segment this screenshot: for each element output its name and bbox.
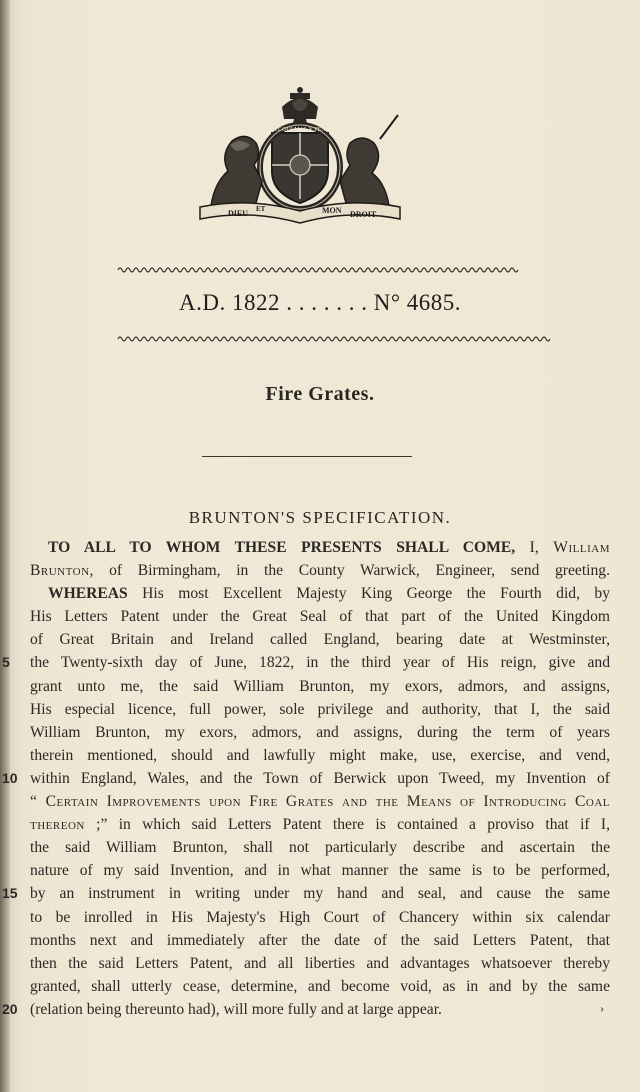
text-line bbox=[2, 767, 610, 790]
text-span: , of Birmingham, in the County Warwick, Engineer, send greeting. bbox=[89, 562, 610, 580]
text-span: ;” in which said Letters Patent there is contained a proviso that if I, bbox=[84, 816, 610, 834]
text-line: His Letters Patent under the Great Seal of that part of the United Kingdom bbox=[30, 608, 610, 626]
wavy-rule-top bbox=[0, 265, 640, 275]
text-line bbox=[2, 998, 610, 1021]
text-line bbox=[30, 536, 610, 559]
text-line: nature of my said Invention, and in what manner the same is to be performed, bbox=[30, 862, 610, 880]
name-smallcaps: William bbox=[553, 539, 610, 556]
line-number: 15 bbox=[2, 885, 18, 902]
text-span: His most Excellent Majesty King George the Fourth did, by bbox=[127, 585, 610, 603]
text-line bbox=[2, 651, 610, 674]
patent-header bbox=[0, 290, 640, 316]
text-line: to be inrolled in His Majesty's High Court of Chancery within six calendar bbox=[30, 908, 610, 926]
royal-coat-of-arms bbox=[190, 85, 410, 225]
patent-subject: Fire Grates. bbox=[265, 383, 375, 405]
text-span: the Twenty-sixth day of June, 1822, in the third year of His reign, give and bbox=[30, 654, 610, 672]
motto-mon: MON bbox=[322, 206, 342, 215]
line-number: 5 bbox=[2, 654, 10, 671]
specification-body bbox=[2, 536, 610, 1021]
text-line bbox=[2, 882, 610, 905]
motto-dieu: DIEU bbox=[228, 209, 249, 218]
text-line: therein mentioned, should and lawfully might make, use, exercise, and vend, bbox=[30, 746, 610, 764]
text-line: months next and immediately after the date of the said Letters Patent, that bbox=[30, 931, 610, 949]
text-line: “ Certain Improvements upon Fire Grates and the Means of Introducing Coal bbox=[30, 793, 610, 811]
text-line: of Great Britain and Ireland called England, bearing date at Westminster, bbox=[30, 631, 610, 649]
text-line: William Brunton, my exors, admors, and assigns, during the term of years bbox=[30, 723, 610, 741]
line-number: 10 bbox=[2, 769, 18, 786]
binding-edge bbox=[0, 0, 10, 1092]
address-heading: TO ALL TO WHOM THESE PRESENTS SHALL COME, bbox=[48, 539, 516, 556]
wavy-rule-bottom bbox=[0, 334, 640, 344]
whereas-heading: WHEREAS bbox=[48, 585, 128, 603]
divider-rule bbox=[202, 456, 412, 457]
catch-mark: › bbox=[600, 1001, 604, 1015]
title-smallcaps: thereon bbox=[30, 816, 85, 834]
text-line: grant unto me, the said William Brunton, my exors, admors, and assigns, bbox=[30, 677, 610, 695]
text-span: by an instrument in writing under my hand and seal, and cause the same bbox=[30, 885, 610, 903]
text-line: granted, shall utterly cease, determine, and become void, as in and by the same bbox=[30, 977, 610, 995]
motto-et: ET bbox=[256, 205, 266, 213]
line-number: 20 bbox=[2, 1000, 18, 1017]
text-line bbox=[30, 559, 610, 582]
header-dots: . . . . . . . bbox=[286, 290, 368, 315]
text-span: I, bbox=[515, 539, 554, 556]
text-span: (relation being thereunto had), will more fully and at large appear. bbox=[30, 1000, 442, 1018]
text-line: His especial licence, full power, sole privilege and authority, that I, the said bbox=[30, 700, 610, 718]
text-span: within England, Wales, and the Town of Berwick upon Tweed, my Invention of bbox=[30, 769, 610, 787]
name-smallcaps: Brunton bbox=[30, 562, 90, 580]
text-line bbox=[30, 813, 610, 836]
text-line: the said William Brunton, shall not particularly describe and ascertain the bbox=[30, 839, 610, 857]
patent-number: N° 4685. bbox=[373, 290, 462, 315]
specification-title: BRUNTON'S SPECIFICATION. bbox=[188, 508, 452, 527]
patent-year: A.D. 1822 bbox=[178, 290, 280, 315]
text-line: then the said Letters Patent, and all liberties and advantages whatsoever thereby bbox=[30, 954, 610, 972]
text-line bbox=[30, 582, 610, 605]
motto-droit: DROIT bbox=[350, 210, 377, 219]
garter-motto: SOIT QUI MAL Y PENSE bbox=[267, 127, 333, 133]
